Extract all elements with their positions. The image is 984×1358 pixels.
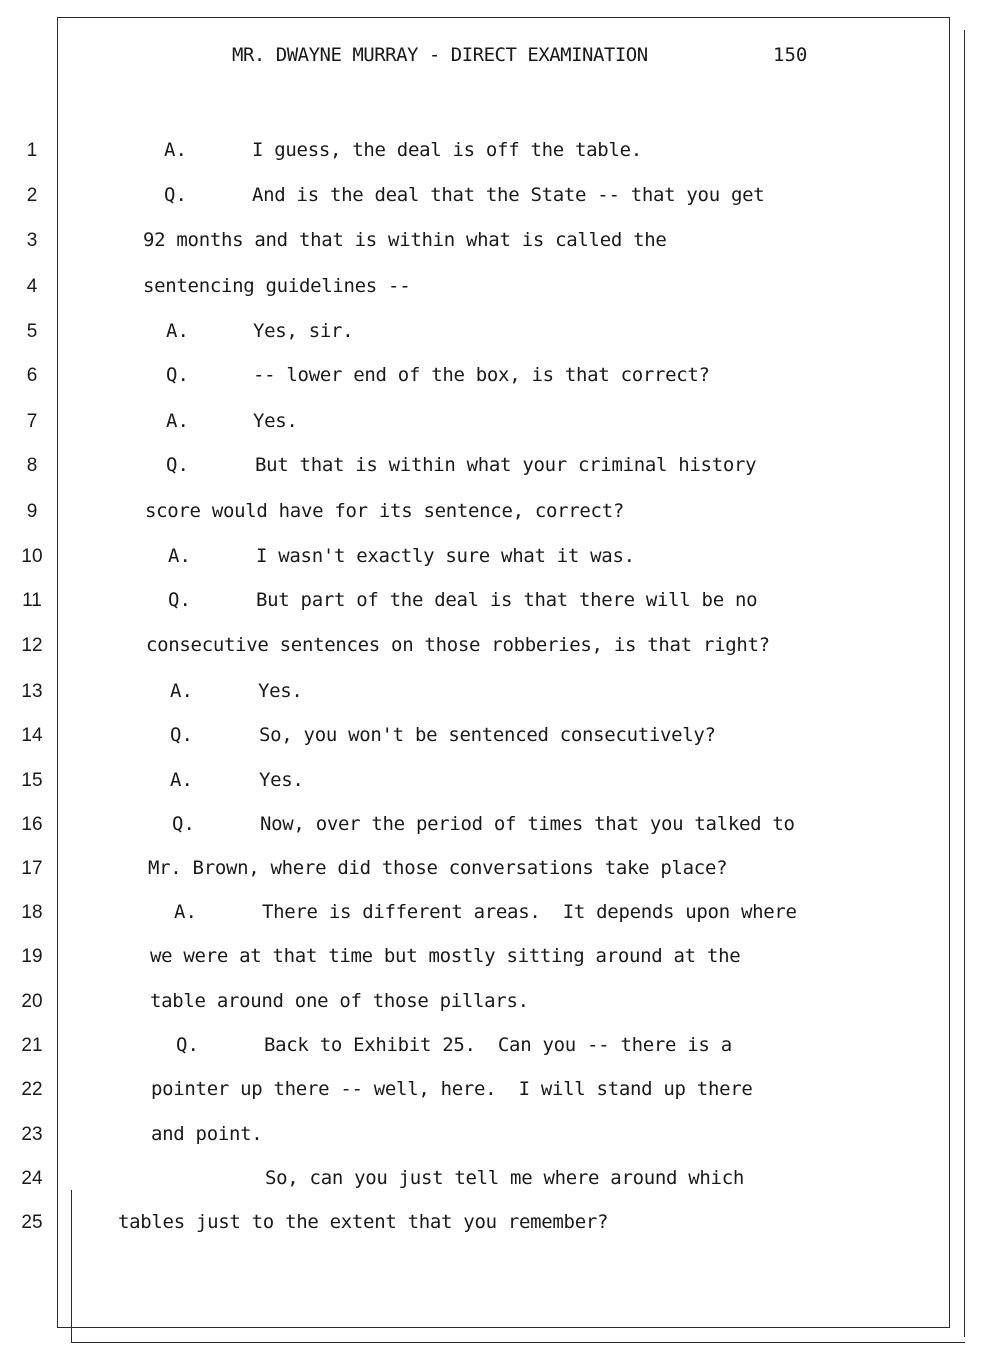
line-text: So, can you just tell me where around which	[265, 1167, 744, 1189]
line-text: 92 months and that is within what is called the	[143, 229, 667, 251]
line-number: 3	[26, 230, 38, 251]
line-number: 4	[26, 276, 38, 297]
speaker-label: Q.	[166, 454, 189, 476]
transcript-line	[0, 182, 984, 212]
line-number: 14	[21, 725, 43, 746]
speaker-label: Q.	[172, 813, 195, 835]
transcript-line	[0, 1165, 984, 1195]
transcript-line	[0, 899, 984, 929]
line-number: 17	[21, 858, 43, 879]
speaker-label: A.	[166, 320, 189, 342]
line-text: Yes.	[258, 680, 303, 702]
transcript-line	[0, 587, 984, 617]
transcript-line	[0, 988, 984, 1018]
line-number: 12	[21, 635, 43, 656]
transcript-line	[0, 227, 984, 257]
transcript-line	[0, 855, 984, 885]
transcript-line	[0, 543, 984, 573]
page-title: MR. DWAYNE MURRAY - DIRECT EXAMINATION	[232, 44, 648, 66]
line-number: 7	[26, 411, 38, 432]
transcript-line	[0, 1032, 984, 1062]
transcript-line	[0, 1121, 984, 1151]
speaker-label: A.	[164, 139, 187, 161]
line-text: score would have for its sentence, correct?	[145, 500, 624, 522]
line-number: 6	[26, 365, 38, 386]
transcript-line	[0, 318, 984, 348]
line-text: pointer up there -- well, here. I will stand up there	[151, 1078, 753, 1100]
line-number: 11	[22, 590, 42, 611]
line-number: 21	[21, 1035, 43, 1056]
line-text: tables just to the extent that you remember?	[118, 1211, 609, 1233]
transcript-line	[0, 943, 984, 973]
line-number: 20	[21, 991, 43, 1012]
line-number: 13	[21, 681, 43, 702]
transcript-line	[0, 137, 984, 167]
line-text: But that is within what your criminal history	[255, 454, 757, 476]
transcript-line	[0, 678, 984, 708]
transcript-line	[0, 408, 984, 438]
line-text: Yes.	[253, 410, 298, 432]
transcript-line	[0, 722, 984, 752]
transcript-line	[0, 362, 984, 392]
transcript-line	[0, 1209, 984, 1239]
line-number: 22	[21, 1079, 43, 1100]
line-text: And is the deal that the State -- that you get	[252, 184, 765, 206]
transcript-line	[0, 452, 984, 482]
line-text: Yes, sir.	[253, 320, 354, 342]
page-border-top	[57, 17, 950, 18]
line-number: 25	[21, 1212, 43, 1233]
line-number: 8	[26, 455, 38, 476]
transcript-line	[0, 767, 984, 797]
line-number: 19	[21, 946, 43, 967]
line-text: table around one of those pillars.	[150, 990, 529, 1012]
line-text: consecutive sentences on those robberies, is that right?	[146, 634, 770, 656]
page-number: 150	[773, 44, 808, 66]
transcript-line	[0, 632, 984, 662]
transcript-line	[0, 273, 984, 303]
line-text: There is different areas. It depends upon where	[262, 901, 797, 923]
speaker-label: Q.	[176, 1034, 199, 1056]
line-text: Mr. Brown, where did those conversations take place?	[148, 857, 728, 879]
line-number: 1	[26, 140, 38, 161]
transcript-line	[0, 811, 984, 841]
line-text: But part of the deal is that there will be no	[256, 589, 758, 611]
line-number: 24	[21, 1168, 43, 1189]
line-text: sentencing guidelines --	[143, 275, 411, 297]
line-text: I wasn't exactly sure what it was.	[256, 545, 635, 567]
line-text: Yes.	[259, 769, 304, 791]
line-text: So, you won't be sentenced consecutively?	[259, 724, 716, 746]
line-number: 16	[21, 814, 43, 835]
speaker-label: Q.	[168, 589, 191, 611]
line-number: 23	[21, 1124, 43, 1145]
speaker-label: A.	[170, 769, 193, 791]
line-text: and point.	[151, 1123, 263, 1145]
speaker-label: A.	[174, 901, 197, 923]
transcript-line	[0, 498, 984, 528]
page-shadow-bottom	[71, 1342, 965, 1343]
speaker-label: A.	[166, 410, 189, 432]
line-text: -- lower end of the box, is that correct?	[253, 364, 710, 386]
transcript-line	[0, 1076, 984, 1106]
speaker-label: Q.	[164, 184, 187, 206]
speaker-label: A.	[168, 545, 191, 567]
line-number: 2	[26, 185, 38, 206]
speaker-label: A.	[170, 680, 193, 702]
line-text: Now, over the period of times that you talked to	[260, 813, 795, 835]
line-number: 5	[26, 321, 38, 342]
line-text: I guess, the deal is off the table.	[252, 139, 642, 161]
line-number: 10	[21, 546, 43, 567]
page-border-bottom	[57, 1327, 950, 1328]
line-text: Back to Exhibit 25. Can you -- there is a	[264, 1034, 732, 1056]
speaker-label: Q.	[170, 724, 193, 746]
speaker-label: Q.	[166, 364, 189, 386]
line-number: 9	[26, 501, 38, 522]
line-number: 18	[21, 902, 43, 923]
line-number: 15	[21, 770, 43, 791]
line-text: we were at that time but mostly sitting around at the	[150, 945, 741, 967]
